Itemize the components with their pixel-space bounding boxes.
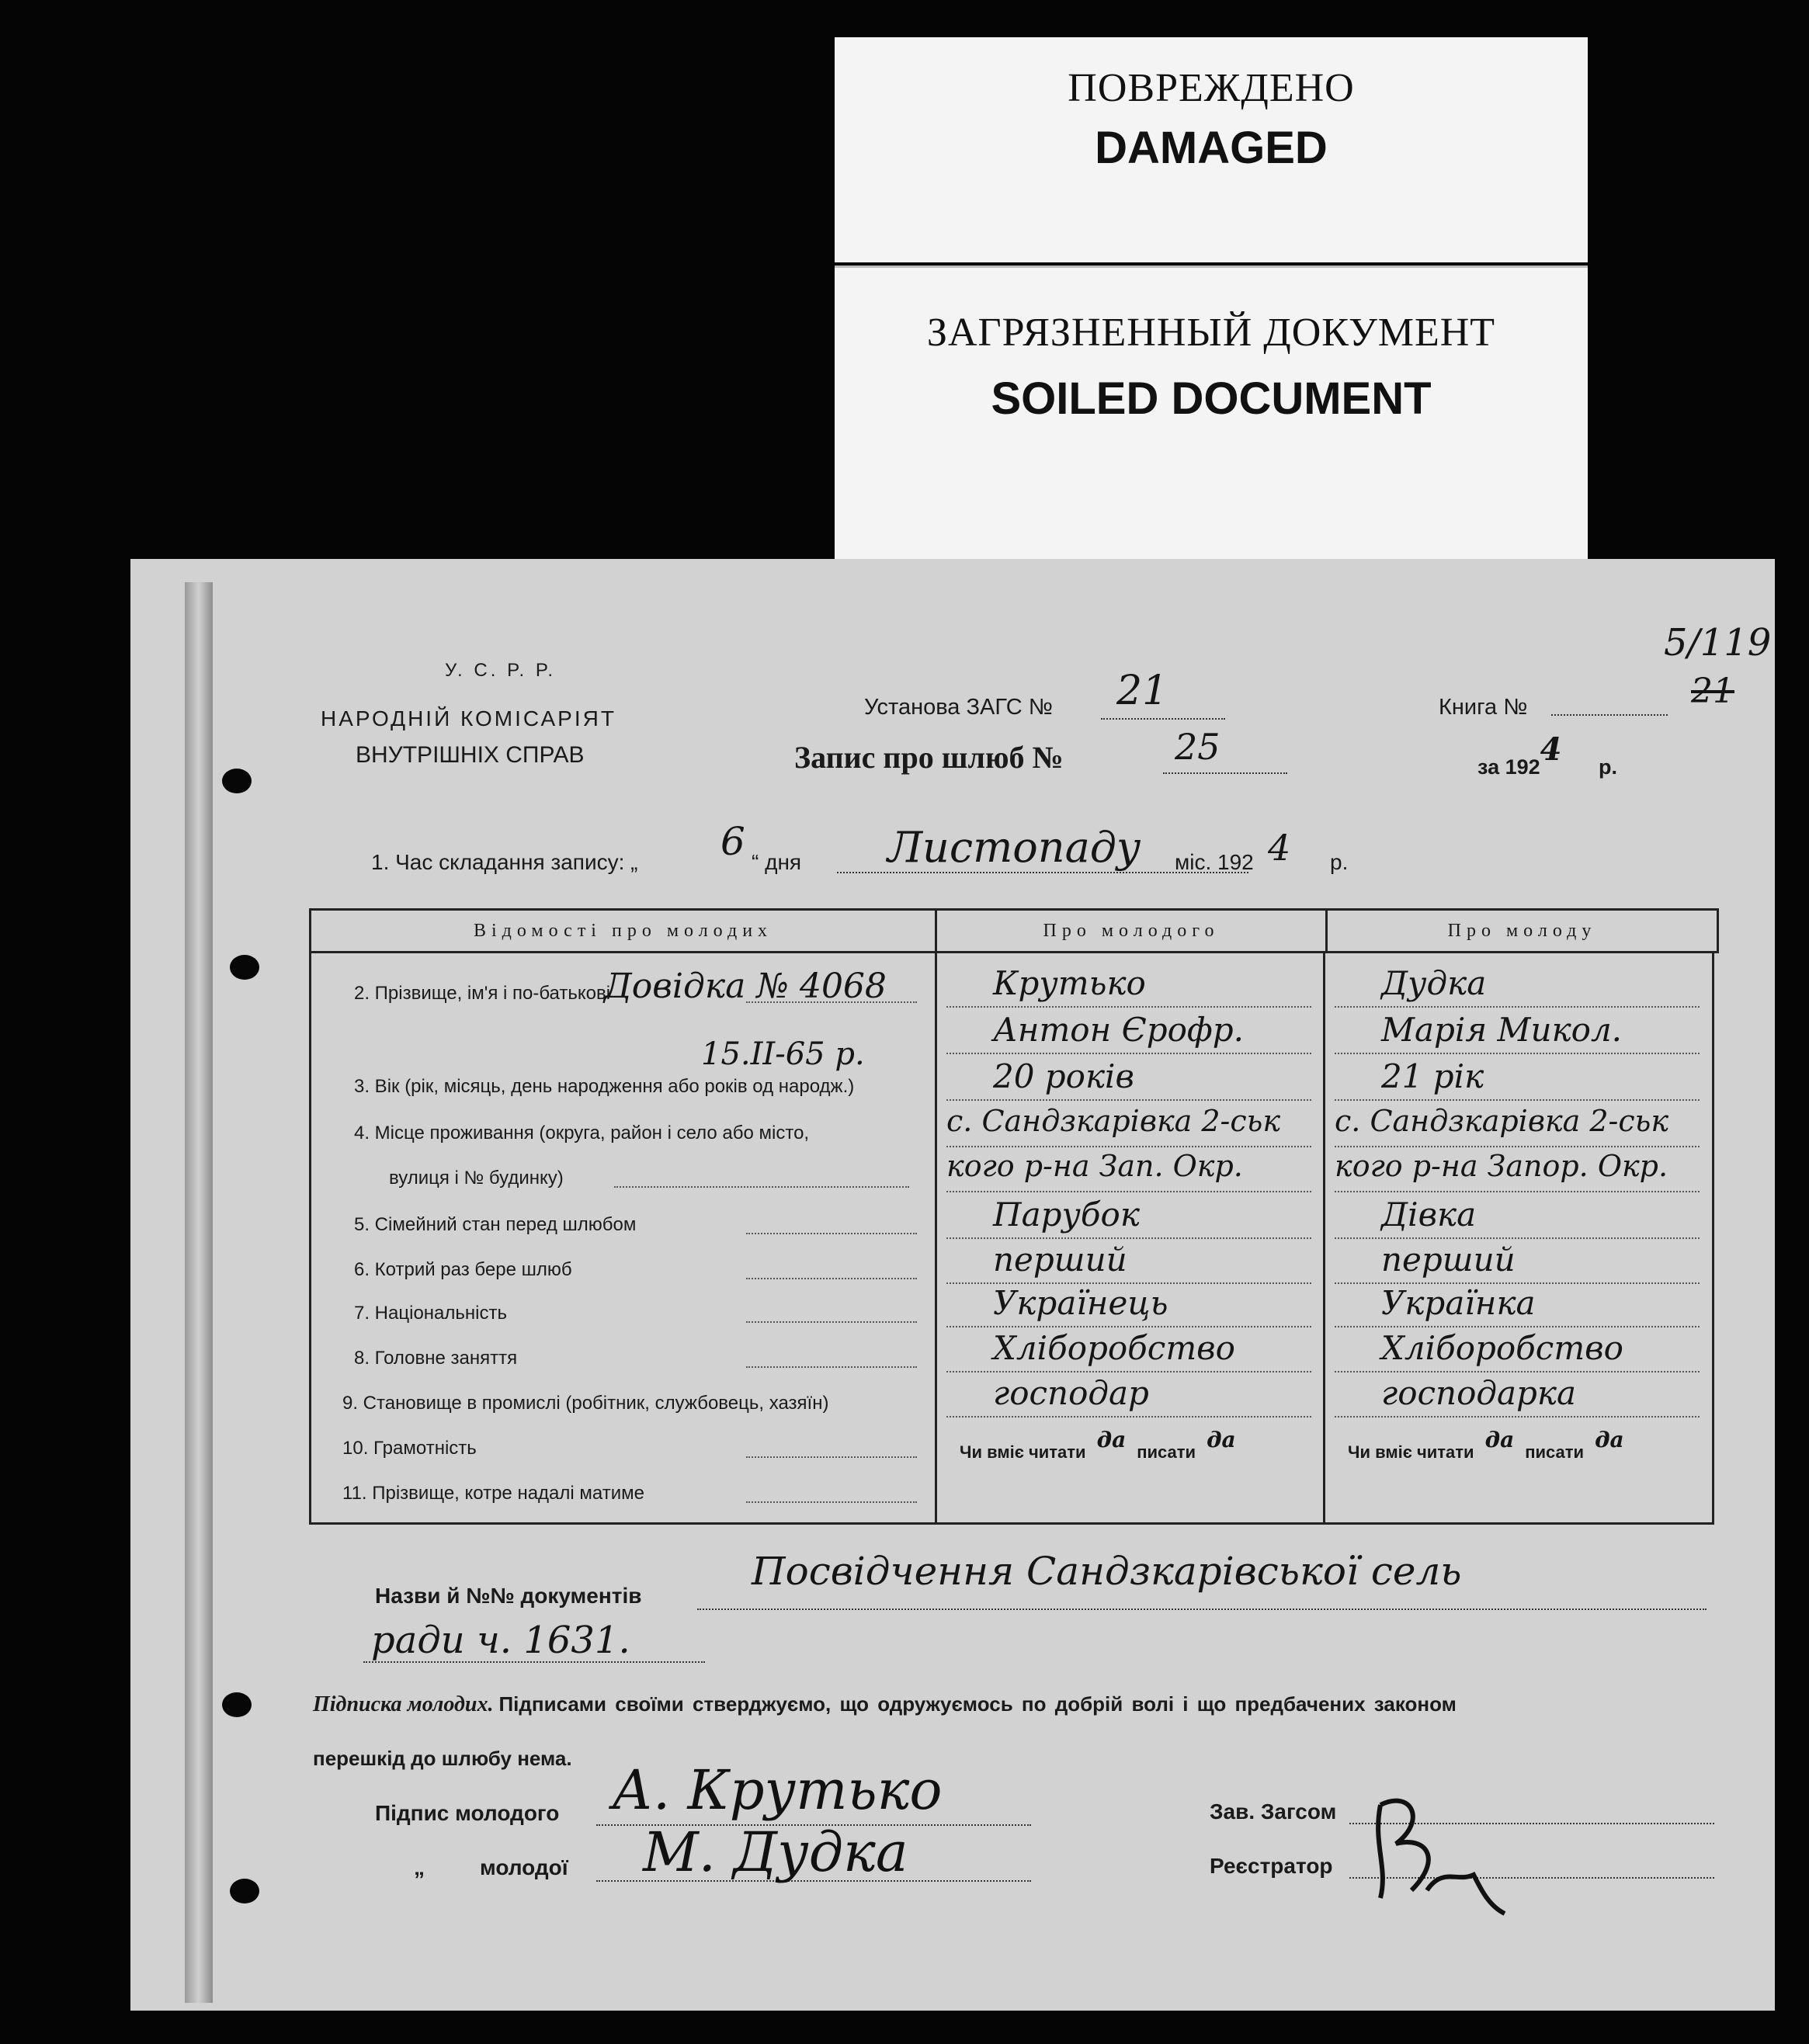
head-label: Зав. Загсом bbox=[1210, 1799, 1337, 1824]
row-leader bbox=[746, 1321, 917, 1323]
row-label: 9. Становище в промислі (робітник, службовець, хазяїн) bbox=[342, 1393, 829, 1414]
bride-write-value: да bbox=[1595, 1427, 1624, 1452]
record-day: 6 bbox=[720, 819, 745, 864]
reference-note-line2: 15.ІІ-65 р. bbox=[701, 1036, 865, 1072]
punch-hole bbox=[230, 1879, 259, 1903]
bride-value-line bbox=[1335, 1191, 1700, 1192]
punch-hole bbox=[230, 955, 259, 980]
groom-value: 20 років bbox=[993, 1057, 1134, 1095]
col-header-bride: Про молоду bbox=[1327, 910, 1718, 953]
write-label: писати bbox=[1525, 1442, 1585, 1462]
groom-read-value: да bbox=[1096, 1427, 1127, 1452]
groom-value: Хліборобство bbox=[993, 1329, 1235, 1367]
groom-value: перший bbox=[993, 1241, 1127, 1279]
bride-value: Українка bbox=[1381, 1284, 1536, 1322]
groom-value-line bbox=[946, 1326, 1311, 1327]
groom-value: с. Сандзкарівка 2-ськ bbox=[946, 1104, 1281, 1138]
bride-value: Дівка bbox=[1381, 1196, 1477, 1234]
bride-value-line bbox=[1335, 1416, 1700, 1418]
office-label: Установа ЗАГС № bbox=[864, 695, 1053, 720]
groom-value: господар bbox=[993, 1374, 1149, 1412]
record-table-header bbox=[309, 908, 1719, 953]
groom-value-line bbox=[946, 1416, 1311, 1418]
bride-value-line bbox=[1335, 1146, 1700, 1147]
row-leader bbox=[746, 1456, 917, 1458]
soiled-label-en: SOILED DOCUMENT bbox=[991, 373, 1432, 424]
office-number-line bbox=[1101, 718, 1225, 720]
column-divider bbox=[935, 952, 937, 1522]
punch-hole bbox=[222, 1692, 252, 1717]
soiled-label-ru: ЗАГРЯЗНЕННЫЙ ДОКУМЕНТ bbox=[926, 311, 1496, 355]
col-header-groom: Про молодого bbox=[936, 910, 1327, 953]
groom-value-line bbox=[946, 1006, 1311, 1008]
record-year-digit: 4 bbox=[1268, 827, 1291, 869]
commissariat-line2: ВНУТРІШНІХ СПРАВ bbox=[356, 742, 585, 768]
reference-note-line1: Довідка № 4068 bbox=[604, 966, 887, 1006]
republic-label: У. С. Р. Р. bbox=[445, 660, 557, 681]
groom-value-line bbox=[946, 1191, 1311, 1192]
bride-value: господарка bbox=[1381, 1374, 1577, 1412]
bride-value: 21 рік bbox=[1381, 1057, 1484, 1095]
groom-value-line bbox=[946, 1237, 1311, 1239]
book-label: Книга № bbox=[1439, 695, 1528, 720]
declaration-title: Підписка молодих. bbox=[313, 1692, 494, 1716]
groom-value-line bbox=[946, 1053, 1311, 1054]
groom-value-line bbox=[946, 1371, 1311, 1372]
groom-signature-label: Підпис молодого bbox=[375, 1801, 560, 1825]
groom-literacy bbox=[960, 1427, 1236, 1463]
record-number: 25 bbox=[1175, 726, 1220, 768]
row-leader bbox=[614, 1186, 909, 1188]
bride-value: с. Сандзкарівка 2-ськ bbox=[1335, 1104, 1669, 1138]
book-number-line bbox=[1551, 714, 1668, 716]
groom-signature: А. Крутько bbox=[612, 1758, 943, 1822]
record-year-suffix: р. bbox=[1330, 850, 1349, 874]
bride-value: перший bbox=[1381, 1241, 1516, 1279]
col-header-info: Відомості про молодих bbox=[311, 910, 936, 953]
groom-value: Антон Єрофр. bbox=[993, 1011, 1245, 1049]
row-leader bbox=[746, 1366, 917, 1368]
row-label: 4. Місце проживання (округа, район і село або місто, bbox=[354, 1123, 810, 1143]
year-label: за 1924 р. bbox=[1477, 731, 1617, 779]
binding-spine bbox=[185, 582, 213, 2003]
marriage-record-sheet bbox=[130, 559, 1775, 2011]
read-label: Чи вміє читати bbox=[960, 1442, 1086, 1462]
row-label: 7. Національність bbox=[354, 1303, 507, 1324]
column-divider bbox=[1323, 952, 1325, 1522]
documents-line1 bbox=[697, 1608, 1707, 1610]
groom-value: Крутько bbox=[993, 964, 1146, 1002]
bride-signature: М. Дудка bbox=[643, 1820, 908, 1884]
record-month-label: міс. 192 bbox=[1175, 850, 1254, 874]
registrar-label: Реєстратор bbox=[1210, 1854, 1333, 1878]
row-label: 11. Прізвище, котре надалі матиме bbox=[342, 1483, 644, 1504]
damaged-label-en: DAMAGED bbox=[1095, 123, 1328, 173]
groom-value: Українець bbox=[993, 1284, 1168, 1322]
punch-hole bbox=[222, 769, 252, 793]
documents-value-line1: Посвідчення Сандзкарівської сель bbox=[752, 1549, 1462, 1594]
row-leader bbox=[746, 1233, 917, 1234]
groom-value: кого р-на Зап. Окр. bbox=[946, 1149, 1243, 1183]
office-number: 21 bbox=[1116, 668, 1168, 714]
damaged-stamp bbox=[835, 37, 1588, 262]
record-number-line bbox=[1163, 772, 1287, 774]
archive-number: 5/119 bbox=[1664, 621, 1772, 665]
registrar-signature-mark bbox=[1357, 1774, 1512, 1929]
row-label: 10. Грамотність bbox=[342, 1438, 477, 1459]
row-label: 6. Котрий раз бере шлюб bbox=[354, 1259, 572, 1280]
record-month: Листопаду bbox=[887, 823, 1141, 872]
record-title: Запис про шлюб № bbox=[794, 740, 1064, 775]
bride-signature-label: молодої bbox=[480, 1855, 568, 1879]
row-label: 8. Головне заняття bbox=[354, 1348, 518, 1369]
groom-write-value: да bbox=[1207, 1427, 1236, 1452]
documents-value-line2: ради ч. 1631. bbox=[371, 1619, 630, 1662]
groom-value-line bbox=[946, 1099, 1311, 1101]
bride-read-value: да bbox=[1484, 1427, 1515, 1452]
bride-value: Дудка bbox=[1381, 964, 1487, 1002]
declaration-text-2: перешкід до шлюбу нема. bbox=[313, 1747, 572, 1770]
read-label: Чи вміє читати bbox=[1348, 1442, 1474, 1462]
bride-value: Марія Микол. bbox=[1381, 1011, 1623, 1049]
bride-value-line bbox=[1335, 1099, 1700, 1101]
bride-value-line bbox=[1335, 1053, 1700, 1054]
row-leader bbox=[746, 1278, 917, 1279]
groom-value: Парубок bbox=[993, 1196, 1140, 1234]
declaration-text-1: Підписами своїми стверджуємо, що одружуємось по добрій волі і що предбачених законом bbox=[498, 1692, 1457, 1716]
bride-signature-prefix: „ bbox=[414, 1855, 425, 1879]
row-label: вулиця і № будинку) bbox=[389, 1168, 564, 1189]
declaration-line1 bbox=[313, 1692, 1457, 1717]
bride-value: кого р-на Запор. Окр. bbox=[1335, 1149, 1668, 1183]
bride-value-line bbox=[1335, 1237, 1700, 1239]
documents-label: Назви й №№ документів bbox=[375, 1584, 642, 1608]
groom-value-line bbox=[946, 1146, 1311, 1147]
commissariat-line1: НАРОДНІЙ КОМІСАРІЯТ bbox=[321, 706, 616, 730]
bride-value-line bbox=[1335, 1006, 1700, 1008]
record-table-body bbox=[309, 952, 1714, 1525]
row-label: 5. Сімейний стан перед шлюбом bbox=[354, 1214, 637, 1235]
record-day-suffix: “ дня bbox=[752, 850, 802, 874]
bride-value-line bbox=[1335, 1371, 1700, 1372]
row-label: 2. Прізвище, ім'я і по-батькові bbox=[354, 983, 611, 1004]
bride-literacy bbox=[1348, 1427, 1624, 1463]
soiled-stamp bbox=[835, 265, 1588, 563]
record-time-label: 1. Час складання запису: „ bbox=[371, 850, 638, 874]
write-label: писати bbox=[1137, 1442, 1196, 1462]
damaged-label-ru: ПОВРЕЖДЕНО bbox=[1068, 66, 1355, 110]
bride-value: Хліборобство bbox=[1381, 1329, 1623, 1367]
archive-number-crossed: 21 bbox=[1691, 672, 1734, 711]
row-leader bbox=[746, 1501, 917, 1503]
row-label: 3. Вік (рік, місяць, день народження або років од народж.) bbox=[354, 1076, 855, 1097]
bride-value-line bbox=[1335, 1326, 1700, 1327]
